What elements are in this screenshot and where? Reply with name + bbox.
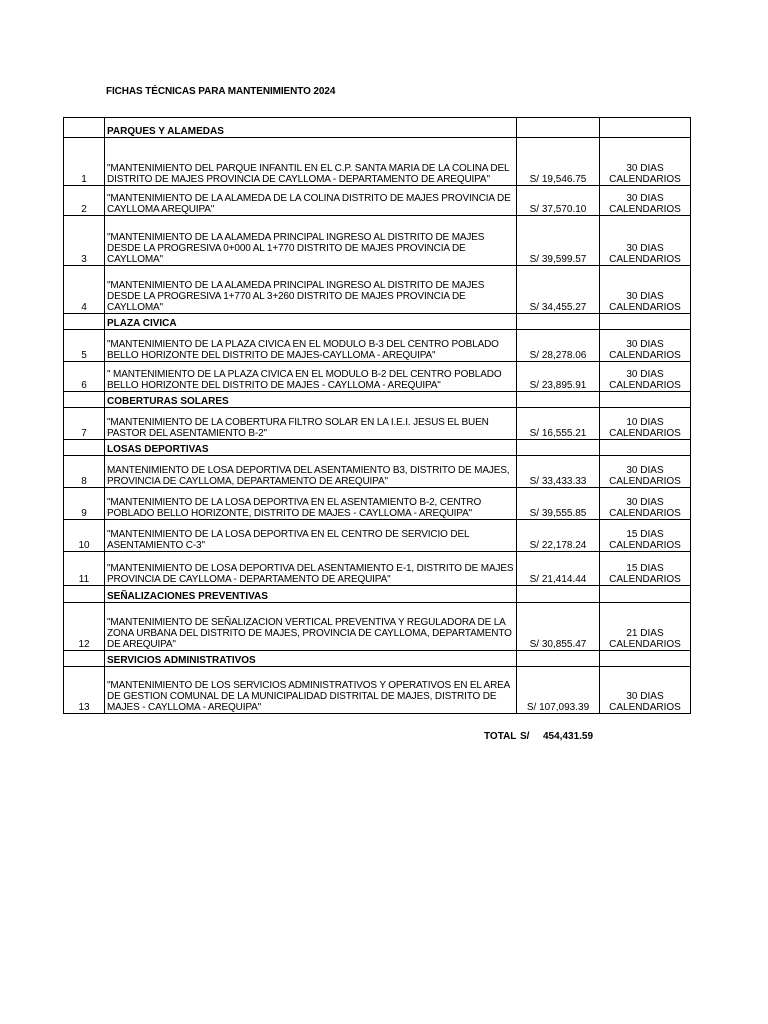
item-description: "MANTENIMIENTO DE SEÑALIZACION VERTICAL PREVENTIVA Y REGULADORA DE LA ZONA URBANA DEL DISTRITO DE MAJES, PROVINCIA DE CAYLLOMA, DEPARTAMENTO DE AREQUIPA" bbox=[105, 603, 517, 651]
item-number: 5 bbox=[64, 330, 105, 362]
item-duration: 30 DIAS CALENDARIOS bbox=[600, 216, 691, 266]
item-duration: 15 DIAS CALENDARIOS bbox=[600, 552, 691, 586]
category-label: SERVICIOS ADMINISTRATIVOS bbox=[105, 651, 517, 667]
page-title: FICHAS TÉCNICAS PARA MANTENIMIENTO 2024 bbox=[106, 86, 336, 97]
table-row bbox=[64, 266, 691, 314]
table-row bbox=[64, 488, 691, 520]
item-description: "MANTENIMIENTO DE LA ALAMEDA DE LA COLINA DISTRITO DE MAJES PROVINCIA DE CAYLLOMA AREQUIPA" bbox=[105, 186, 517, 216]
item-amount: S/ 37,570.10 bbox=[517, 186, 600, 216]
item-amount: S/ 22,178.24 bbox=[517, 520, 600, 552]
table-row bbox=[64, 138, 691, 186]
item-number: 9 bbox=[64, 488, 105, 520]
item-number: 11 bbox=[64, 552, 105, 586]
item-number: 4 bbox=[64, 266, 105, 314]
category-row bbox=[64, 651, 691, 667]
category-row bbox=[64, 392, 691, 408]
category-label: SEÑALIZACIONES PREVENTIVAS bbox=[105, 586, 517, 603]
table-row bbox=[64, 603, 691, 651]
item-duration: 30 DIAS CALENDARIOS bbox=[600, 362, 691, 392]
table-row bbox=[64, 667, 691, 714]
item-amount: S/ 19,546.75 bbox=[517, 138, 600, 186]
item-number: 7 bbox=[64, 408, 105, 440]
item-number: 6 bbox=[64, 362, 105, 392]
table-row bbox=[64, 552, 691, 586]
category-label: PLAZA CIVICA bbox=[105, 314, 517, 330]
table-row bbox=[64, 520, 691, 552]
table-row bbox=[64, 186, 691, 216]
table-row bbox=[64, 330, 691, 362]
item-amount: S/ 16,555.21 bbox=[517, 408, 600, 440]
item-amount: S/ 39,599.57 bbox=[517, 216, 600, 266]
item-description: "MANTENIMIENTO DE LA COBERTURA FILTRO SOLAR EN LA I.E.I. JESUS EL BUEN PASTOR DEL ASENTAMIENTO B-2" bbox=[105, 408, 517, 440]
item-number: 3 bbox=[64, 216, 105, 266]
item-description: "MANTENIMIENTO DE LA ALAMEDA PRINCIPAL INGRESO AL DISTRITO DE MAJES DESDE LA PROGRESIVA 0+000 AL 1+770 DISTRITO DE MAJES PROVINCIA DE CAYLLOMA" bbox=[105, 216, 517, 266]
item-amount: S/ 39,555.85 bbox=[517, 488, 600, 520]
total-value: 454,431.59 bbox=[543, 731, 594, 742]
item-description: "MANTENIMIENTO DE LOS SERVICIOS ADMINISTRATIVOS Y OPERATIVOS EN EL AREA DE GESTION COMUNAL DE LA MUNICIPALIDAD DISTRITAL DE MAJES, DISTRITO DE MAJES - CAYLLOMA - AREQUIPA" bbox=[105, 667, 517, 714]
item-number: 1 bbox=[64, 138, 105, 186]
item-amount: S/ 23,895.91 bbox=[517, 362, 600, 392]
item-amount: S/ 33,433.33 bbox=[517, 456, 600, 488]
total-currency: S/ bbox=[520, 731, 530, 742]
item-description: MANTENIMIENTO DE LOSA DEPORTIVA DEL ASENTAMIENTO B3, DISTRITO DE MAJES, PROVINCIA DE CAYLLOMA, DEPARTAMENTO DE AREQUIPA" bbox=[105, 456, 517, 488]
item-amount: S/ 28,278.06 bbox=[517, 330, 600, 362]
item-duration: 30 DIAS CALENDARIOS bbox=[600, 488, 691, 520]
item-description: "MANTENIMIENTO DE LA ALAMEDA PRINCIPAL INGRESO AL DISTRITO DE MAJES DESDE LA PROGRESIVA 1+770 AL 3+260 DISTRITO DE MAJES PROVINCIA DE CAYLLOMA" bbox=[105, 266, 517, 314]
item-description: "MANTENIMIENTO DE LOSA DEPORTIVA DEL ASENTAMIENTO E-1, DISTRITO DE MAJES PROVINCIA DE CAYLLOMA - DEPARTAMENTO DE AREQUIPA" bbox=[105, 552, 517, 586]
category-label: LOSAS DEPORTIVAS bbox=[105, 440, 517, 456]
item-duration: 30 DIAS CALENDARIOS bbox=[600, 667, 691, 714]
category-label: COBERTURAS SOLARES bbox=[105, 392, 517, 408]
item-amount: S/ 34,455.27 bbox=[517, 266, 600, 314]
item-duration: 15 DIAS CALENDARIOS bbox=[600, 520, 691, 552]
item-number: 8 bbox=[64, 456, 105, 488]
item-amount: S/ 107,093.39 bbox=[517, 667, 600, 714]
table-row bbox=[64, 362, 691, 392]
item-description: " MANTENIMIENTO DE LA PLAZA CIVICA EN EL MODULO B-2 DEL CENTRO POBLADO BELLO HORIZONTE DEL DISTRITO DE MAJES - CAYLLOMA - AREQUIPA" bbox=[105, 362, 517, 392]
item-duration: 30 DIAS CALENDARIOS bbox=[600, 456, 691, 488]
total-label: TOTAL bbox=[484, 731, 517, 742]
item-amount: S/ 21,414.44 bbox=[517, 552, 600, 586]
item-number: 13 bbox=[64, 667, 105, 714]
item-description: "MANTENIMIENTO DE LA LOSA DEPORTIVA EN EL ASENTAMIENTO B-2, CENTRO POBLADO BELLO HORIZONTE, DISTRITO DE MAJES - CAYLLOMA - AREQUIPA" bbox=[105, 488, 517, 520]
item-duration: 30 DIAS CALENDARIOS bbox=[600, 330, 691, 362]
item-description: "MANTENIMIENTO DE LA PLAZA CIVICA EN EL MODULO B-3 DEL CENTRO POBLADO BELLO HORIZONTE DEL DISTRITO DE MAJES-CAYLLOMA - AREQUIPA" bbox=[105, 330, 517, 362]
fichas-table bbox=[63, 117, 691, 714]
category-row bbox=[64, 314, 691, 330]
table-row bbox=[64, 456, 691, 488]
item-number: 12 bbox=[64, 603, 105, 651]
item-description: "MANTENIMIENTO DEL PARQUE INFANTIL EN EL C.P. SANTA MARIA DE LA COLINA DEL DISTRITO DE MAJES PROVINCIA DE CAYLLOMA - DEPARTAMENTO DE AREQUIPA" bbox=[105, 138, 517, 186]
item-duration: 30 DIAS CALENDARIOS bbox=[600, 266, 691, 314]
item-amount: S/ 30,855.47 bbox=[517, 603, 600, 651]
category-label: PARQUES Y ALAMEDAS bbox=[105, 118, 517, 138]
item-duration: 30 DIAS CALENDARIOS bbox=[600, 138, 691, 186]
item-duration: 10 DIAS CALENDARIOS bbox=[600, 408, 691, 440]
table-row bbox=[64, 408, 691, 440]
item-duration: 21 DIAS CALENDARIOS bbox=[600, 603, 691, 651]
item-number: 2 bbox=[64, 186, 105, 216]
category-row bbox=[64, 118, 691, 138]
item-number: 10 bbox=[64, 520, 105, 552]
category-row bbox=[64, 440, 691, 456]
table-row bbox=[64, 216, 691, 266]
item-description: "MANTENIMIENTO DE LA LOSA DEPORTIVA EN EL CENTRO DE SERVICIO DEL ASENTAMIENTO C-3" bbox=[105, 520, 517, 552]
category-row bbox=[64, 586, 691, 603]
item-duration: 30 DIAS CALENDARIOS bbox=[600, 186, 691, 216]
